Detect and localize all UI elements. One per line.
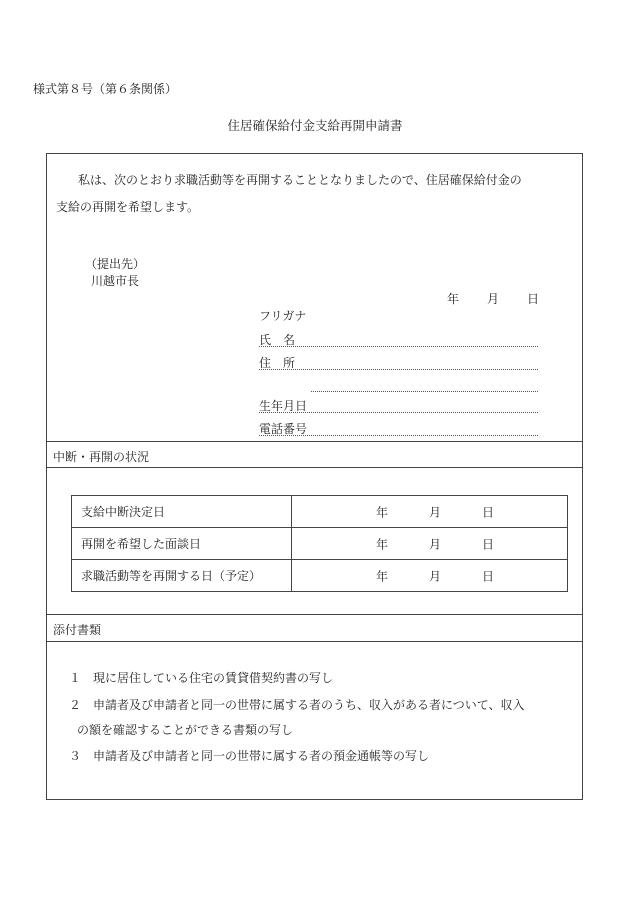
table-row — [72, 560, 568, 592]
attachment-item-text: 申請者及び申請者と同一の世帯に属する者の預金通帳等の写し — [93, 749, 430, 763]
address-field-line-2[interactable] — [311, 391, 538, 392]
section-divider — [47, 614, 582, 615]
name-label: 氏 名 — [259, 333, 296, 347]
date-month-label: 月 — [429, 537, 442, 551]
section-divider — [47, 641, 582, 642]
date-month-label: 月 — [429, 569, 442, 583]
status-row-date[interactable] — [292, 496, 568, 528]
status-section-header: 中断・再開の状況 — [53, 450, 150, 464]
status-row-date[interactable] — [292, 528, 568, 560]
attachment-item-text: 申請者及び申請者と同一の世帯に属する者のうち、収入がある者について、収入 — [93, 698, 525, 712]
attachment-number: ２ — [69, 698, 82, 712]
status-row-label: 支給中断決定日 — [72, 496, 292, 528]
status-row-date[interactable] — [292, 560, 568, 592]
date-month-label: 月 — [429, 505, 442, 519]
status-table — [71, 495, 568, 592]
date-year-label: 年 — [376, 537, 389, 551]
application-date-day: 日 — [527, 292, 540, 306]
intro-line-1: 私は、次のとおり求職活動等を再開することとなりましたので、住居確保給付金の — [78, 173, 522, 187]
submit-to-label: （提出先） — [85, 257, 146, 271]
attachment-item-text-cont: の額を確認することができる書類の写し — [77, 723, 294, 737]
form-number: 様式第８号（第６条関係） — [33, 82, 178, 96]
date-day-label: 日 — [482, 537, 495, 551]
section-divider — [47, 441, 582, 442]
status-row-label: 求職活動等を再開する日（予定） — [72, 560, 292, 592]
attachment-number: １ — [69, 671, 82, 685]
intro-line-2: 支給の再開を希望します。 — [56, 200, 200, 214]
attachment-number: ３ — [69, 749, 82, 763]
attachment-item-text: 現に居住している住宅の賃貸借契約書の写し — [93, 671, 334, 685]
document-title: 住居確保給付金支給再開申請書 — [227, 118, 403, 133]
table-row — [72, 496, 568, 528]
date-year-label: 年 — [376, 505, 389, 519]
application-form-frame — [46, 153, 583, 800]
address-field-line[interactable] — [259, 369, 538, 370]
date-day-label: 日 — [482, 505, 495, 519]
status-row-label: 再開を希望した面談日 — [72, 528, 292, 560]
table-row — [72, 528, 568, 560]
submit-to-recipient: 川越市長 — [91, 274, 140, 288]
date-day-label: 日 — [482, 569, 495, 583]
application-date-year: 年 — [447, 292, 460, 306]
birthdate-label: 生年月日 — [259, 399, 308, 413]
name-field-line[interactable] — [259, 346, 538, 347]
furigana-label: フリガナ — [259, 309, 307, 323]
address-label: 住 所 — [259, 356, 296, 370]
phone-field-line[interactable] — [259, 435, 538, 436]
application-date-month: 月 — [487, 292, 500, 306]
section-divider — [47, 467, 582, 468]
birthdate-field-line[interactable] — [259, 412, 538, 413]
date-year-label: 年 — [376, 569, 389, 583]
phone-label: 電話番号 — [259, 422, 308, 436]
attachments-header: 添付書類 — [53, 623, 102, 637]
